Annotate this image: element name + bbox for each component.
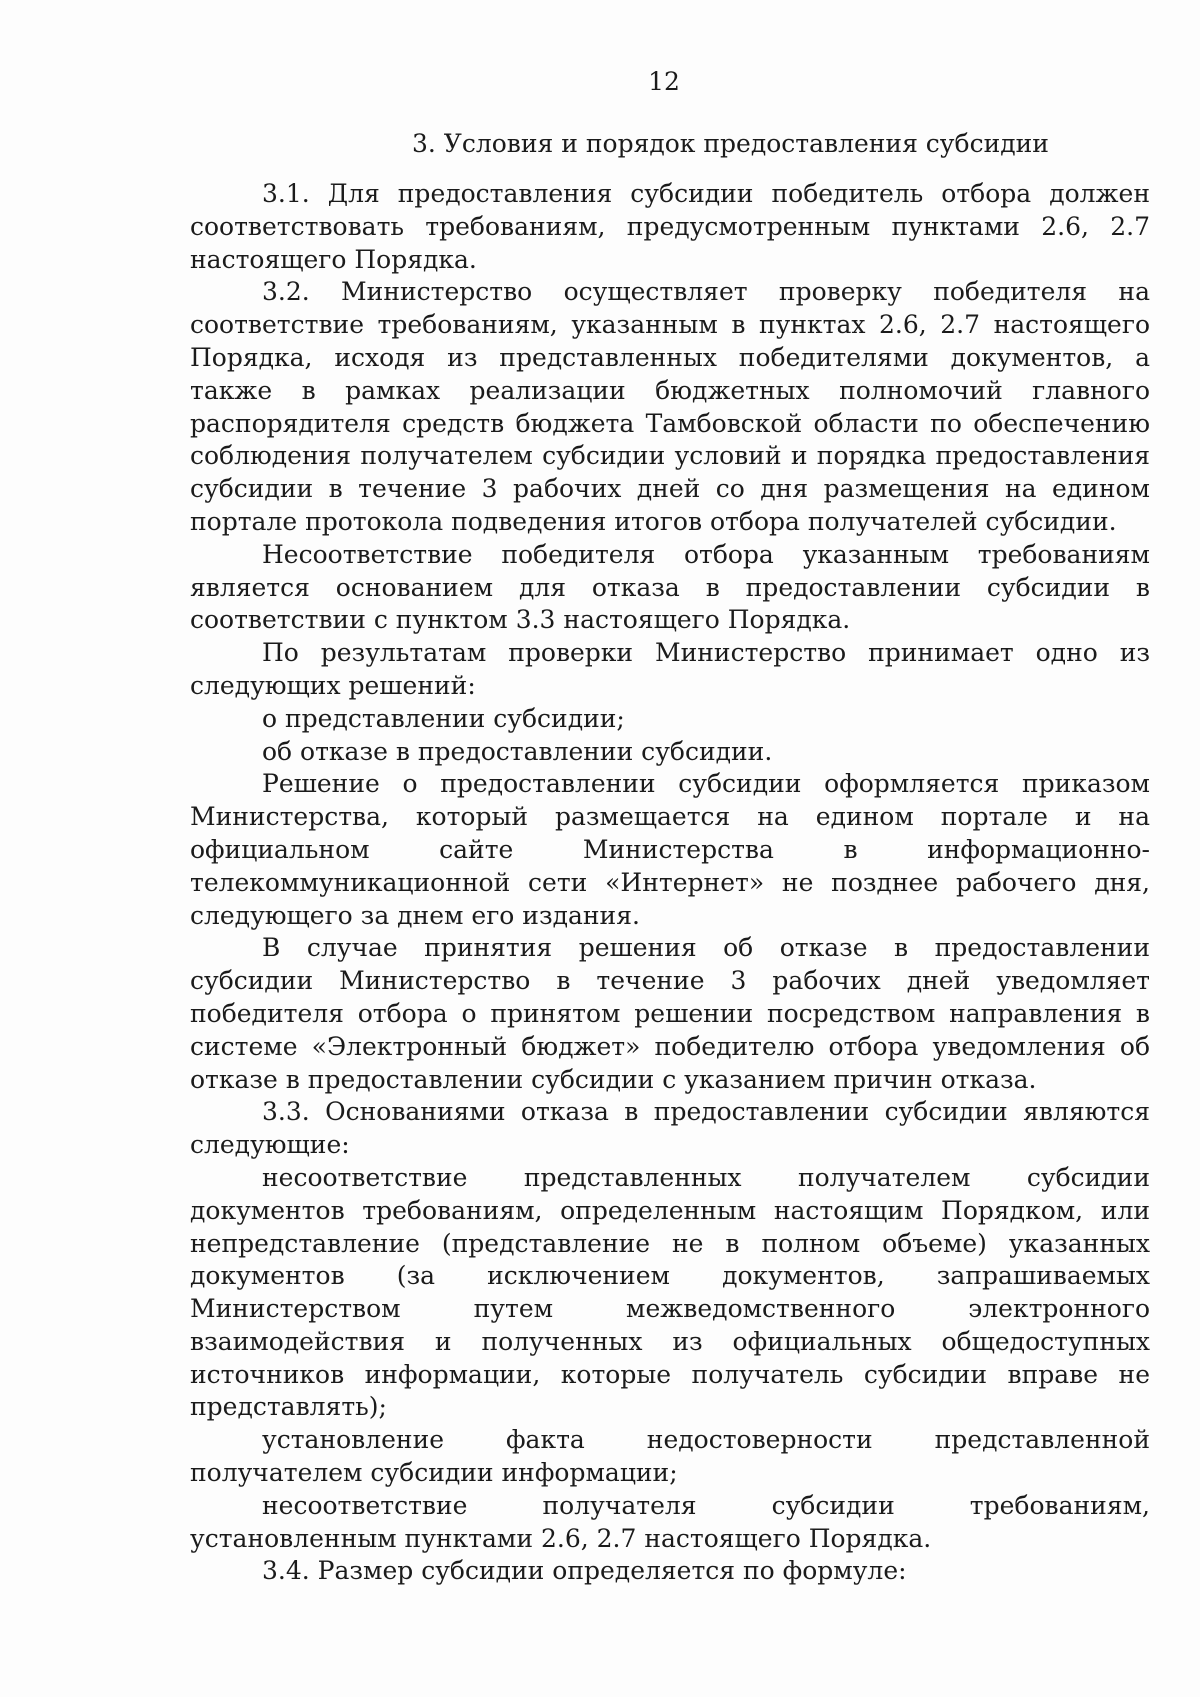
paragraph-refusal-notice: В случае принятия решения об отказе в предоставлении субсидии Министерство в течение 3 рабочих дней уведомляет победителя отбора о принятом решении посредством направления в системе «Электронный бюджет» победителю отбора уведомления об отказе в предоставлении субсидии с указанием причин отказа.: [190, 933, 1150, 1094]
paragraph-3-3: 3.3. Основаниями отказа в предоставлении субсидии являются следующие:: [190, 1097, 1150, 1160]
document-body: [190, 178, 1150, 1588]
page-number: 12: [648, 67, 680, 96]
paragraph-3-2: 3.2. Министерство осуществляет проверку победителя на соответствие требованиям, указанным в пунктах 2.6, 2.7 настоящего Порядка, исходя из представленных победителями документов, а также в рамках реализации бюджетных полномочий главного распорядителя средств бюджета Тамбовской области по обеспечению соблюдения получателем субсидии условий и порядка предоставления субсидии в течение 3 рабочих дней со дня размещения на едином портале протокола подведения итогов отбора получателей субсидии.: [190, 277, 1150, 536]
paragraph-decision-order: Решение о предоставлении субсидии оформляется приказом Министерства, который размещается на едином портале и на официальном сайте Министерства в информационно-телекоммуникационной сети «Интернет» не позднее рабочего дня, следующего за днем его издания.: [190, 769, 1150, 930]
refusal-ground-false-info: установление факта недостоверности представленной получателем субсидии информации;: [190, 1425, 1150, 1488]
refusal-ground-documents: несоответствие представленных получателем субсидии документов требованиям, определенным настоящим Порядком, или непредставление (представление не в полном объеме) указанных документов (за исключением документов, запрашиваемых Министерством путем межведомственного электронного взаимодействия и полученных из официальных общедоступных источников информации, которые получатель субсидии вправе не представлять);: [190, 1162, 1150, 1422]
paragraph-verification-results: По результатам проверки Министерство принимает одно из следующих решений:: [190, 638, 1150, 700]
section-title: 3. Условия и порядок предоставления субсидии: [412, 129, 1049, 158]
refusal-ground-requirements: несоответствие получателя субсидии требованиям, установленным пунктами 2.6, 2.7 настоящего Порядка.: [190, 1490, 1150, 1553]
paragraph-3-4: 3.4. Размер субсидии определяется по формуле:: [262, 1556, 907, 1586]
decision-option-refuse: об отказе в предоставлении субсидии.: [262, 736, 773, 766]
paragraph-3-1: 3.1. Для предоставления субсидии победитель отбора должен соответствовать требованиям, предусмотренным пунктами 2.6, 2.7 настоящего Порядка.: [190, 179, 1150, 274]
paragraph-nonconformity: Несоответствие победителя отбора указанным требованиям является основанием для отказа в предоставлении субсидии в соответствии с пунктом 3.3 настоящего Порядка.: [190, 539, 1150, 635]
decision-option-grant: о представлении субсидии;: [262, 703, 625, 733]
